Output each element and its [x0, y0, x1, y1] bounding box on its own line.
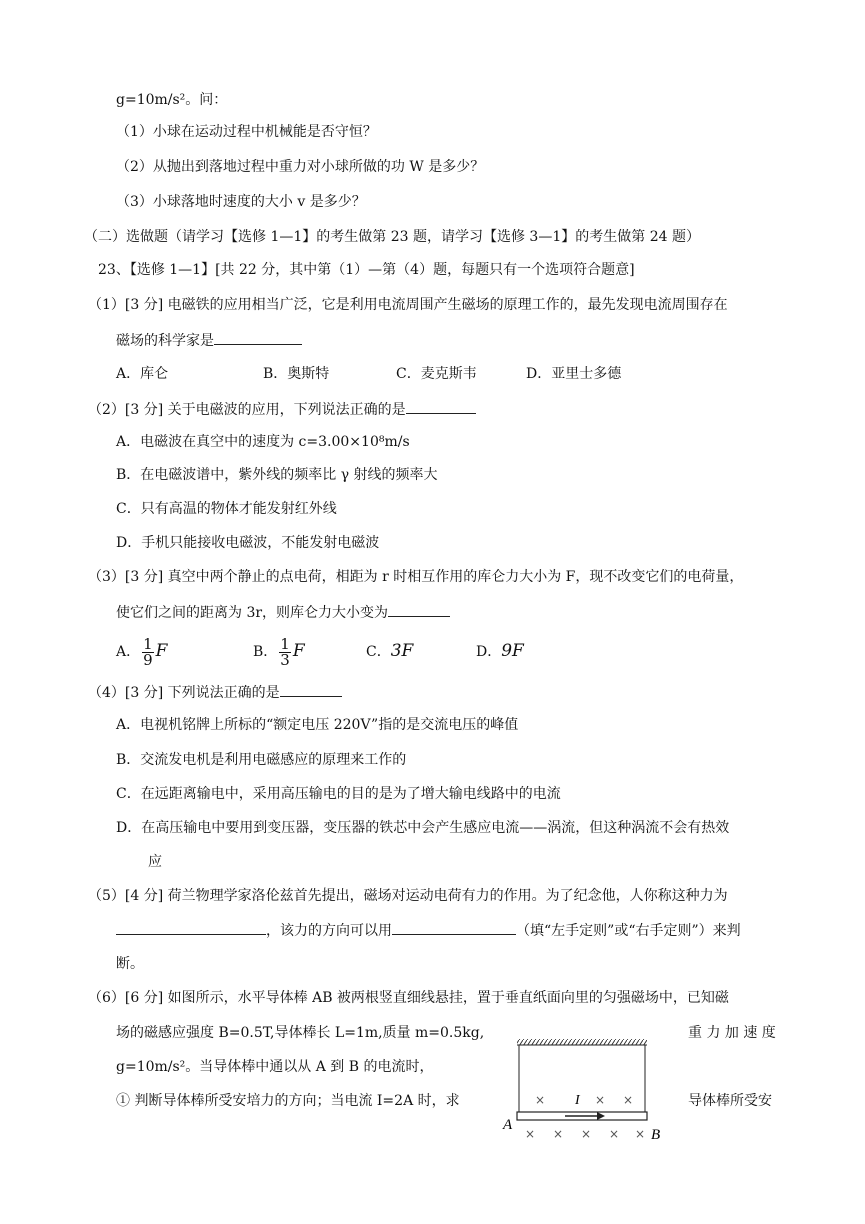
p1-stem-text: 磁场的科学家是 — [116, 333, 214, 349]
p4-stem-text: （4）[3 分] 下列说法正确的是 — [88, 685, 280, 701]
p4-option-d-line1: D．在高压输电中要用到变压器，变压器的铁芯中会产生感应电流——涡流，但这种涡流不会有热效 — [116, 820, 730, 836]
option-value: 9F — [501, 641, 524, 661]
question-1: （1）小球在运动过程中机械能是否守恒？ — [116, 124, 377, 140]
p6-line1: （6）[6 分] 如图所示，水平导体棒 AB 被两根竖直细线悬挂，置于垂直纸面向里的匀强磁场中，已知磁 — [88, 990, 729, 1006]
denominator: 3 — [280, 650, 290, 669]
option-label: C． — [366, 644, 391, 660]
force-symbol: F — [155, 641, 168, 661]
denominator: 9 — [143, 650, 153, 669]
option-value: 3F — [390, 641, 414, 661]
answer-blank — [388, 602, 450, 617]
p6-line2-right: 重 力 加 速 度 — [688, 1025, 776, 1041]
field-cross: × — [595, 1093, 606, 1107]
p6-line3: g=10m/s²。当导体棒中通以从 A 到 B 的电流时， — [116, 1059, 434, 1075]
conductor-rod-diagram — [495, 1034, 665, 1154]
p4-option-a: A．电视机铭牌上所标的“额定电压 220V”指的是交流电压的峰值 — [116, 717, 519, 733]
p4-option-c: C．在远距离输电中，采用高压输电的目的是为了增大输电线路中的电流 — [116, 786, 561, 802]
p6-line4-right: 导体棒所受安 — [688, 1093, 772, 1109]
p5-line2-mid: ，该力的方向可以用 — [266, 923, 392, 939]
p5-line1: （5）[4 分] 荷兰物理学家洛伦兹首先提出，磁场对运动电荷有力的作用。为了纪念他，人你称这种力为 — [88, 888, 728, 904]
p5-line2-end: （填“左手定则”或“右手定则”）来判 — [516, 923, 741, 939]
p3-stem-line1: （3）[3 分] 真空中两个静止的点电荷，相距为 r 时相互作用的库仑力大小为 F，现不改变它们的电荷量， — [88, 569, 744, 585]
answer-blank — [280, 682, 342, 697]
p3-option-b — [253, 634, 305, 669]
numerator: 1 — [280, 634, 290, 653]
g-line: g=10m/s²。问： — [116, 92, 228, 108]
p3-stem-text: 使它们之间的距离为 3r，则库仑力大小变为 — [116, 605, 389, 621]
option-label: A． — [116, 644, 141, 660]
field-cross: × — [525, 1127, 536, 1141]
field-cross: × — [553, 1127, 564, 1141]
p2-option-d: D．手机只能接收电磁波，不能发射电磁波 — [116, 535, 380, 551]
answer-blank — [392, 920, 516, 935]
p4-option-d-line2: 应 — [148, 854, 162, 870]
p6-line4-left: ① 判断导体棒所受安培力的方向；当电流 I=2A 时，求 — [116, 1093, 460, 1109]
label-b: B — [651, 1127, 661, 1143]
p1-option-d: D．亚里士多德 — [526, 366, 622, 382]
fraction — [279, 634, 291, 669]
p1-option-b: B．奥斯特 — [263, 366, 330, 382]
p3-option-c — [366, 641, 413, 662]
answer-blank — [116, 920, 266, 935]
p3-option-a — [116, 634, 167, 669]
label-i: I — [575, 1093, 580, 1108]
question-3: （3）小球落地时速度的大小 v 是多少？ — [116, 194, 366, 210]
p3-option-d — [476, 641, 524, 662]
p2-option-b: B．在电磁波谱中，紫外线的频率比 γ 射线的频率大 — [116, 467, 438, 483]
numerator: 1 — [143, 634, 153, 653]
p1-stem-line1: （1）[3 分] 电磁铁的应用相当广泛，它是利用电流周围产生磁场的原理工作的，最先发现电流周围存在 — [88, 297, 728, 313]
field-cross: × — [609, 1127, 620, 1141]
q23-header: 23、【选修 1—1】[共 22 分，其中第（1）—第（4）题，每题只有一个选项符合题意] — [98, 262, 635, 278]
p2-stem — [88, 399, 476, 420]
p5-line2 — [116, 920, 741, 941]
question-2: （2）从抛出到落地过程中重力对小球所做的功 W 是多少？ — [116, 159, 485, 175]
p2-stem-text: （2）[3 分] 关于电磁波的应用，下列说法正确的是 — [88, 402, 406, 418]
p1-option-a: A．库仑 — [116, 366, 169, 382]
p1-stem-line2 — [116, 330, 302, 351]
option-label: D． — [476, 644, 502, 660]
p1-option-c: C．麦克斯韦 — [396, 366, 477, 382]
p4-stem — [88, 682, 342, 703]
p4-option-b: B．交流发电机是利用电磁感应的原理来工作的 — [116, 752, 407, 768]
p2-option-c: C．只有高温的物体才能发射红外线 — [116, 501, 337, 517]
p3-stem-line2 — [116, 602, 450, 623]
p5-line3: 断。 — [116, 956, 144, 972]
option-label: B． — [253, 644, 278, 660]
force-symbol: F — [292, 641, 305, 661]
answer-blank — [406, 399, 476, 414]
fraction — [142, 634, 154, 669]
answer-blank — [214, 330, 302, 345]
ceiling-hatch — [517, 1039, 647, 1045]
field-cross: × — [635, 1127, 646, 1141]
p6-line2-left: 场的磁感应强度 B=0.5T,导体棒长 L=1m,质量 m=0.5kg, — [116, 1025, 485, 1041]
field-cross: × — [535, 1093, 546, 1107]
field-cross: × — [581, 1127, 592, 1141]
p2-option-a: A．电磁波在真空中的速度为 c=3.00×10⁸m/s — [116, 434, 410, 450]
label-a: A — [503, 1117, 513, 1133]
section-header: （二）选做题（请学习【选修 1—1】的考生做第 23 题，请学习【选修 3—1】的考生做第 24 题） — [84, 229, 700, 245]
field-cross: × — [623, 1093, 634, 1107]
